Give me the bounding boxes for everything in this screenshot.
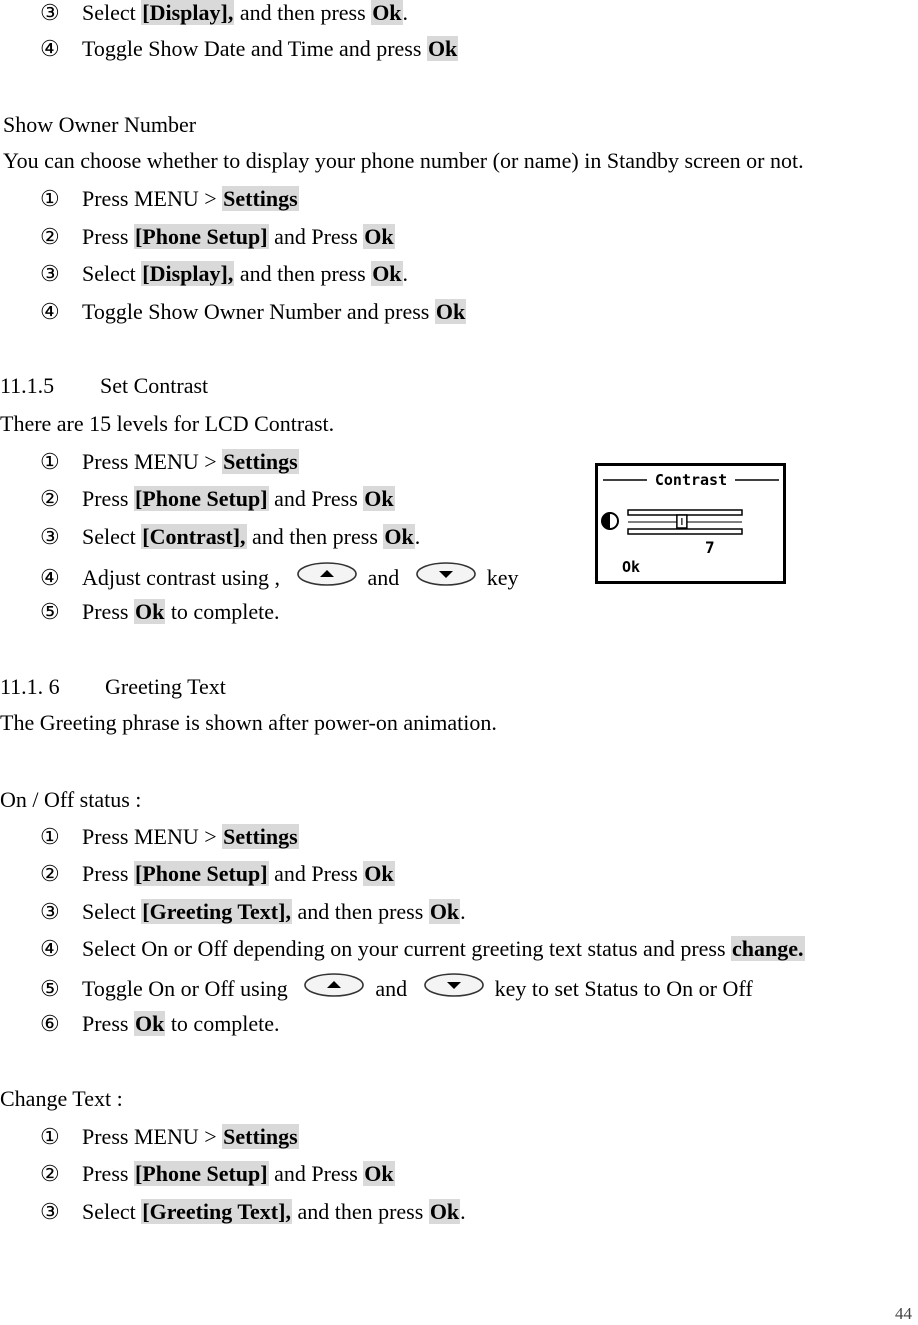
step-line: ① Press MENU > Settings xyxy=(40,824,298,849)
step-line: ⑤ Toggle On or Off using and key to set Status to On or Off xyxy=(40,976,753,1004)
screen-title: Contrast xyxy=(654,471,728,489)
step-line: ① Press MENU > Settings xyxy=(40,1124,298,1149)
step-line: ④ Adjust contrast using , and key xyxy=(40,565,519,593)
step-line: ③ Select [Greeting Text], and then press Ok. xyxy=(40,899,466,924)
subsection-label: On / Off status : xyxy=(0,787,142,812)
step-line: ③ Select [Display], and then press Ok. xyxy=(40,261,409,286)
section-description: The Greeting phrase is shown after power-on animation. xyxy=(0,710,497,735)
step-line: ⑥ Press Ok to complete. xyxy=(40,1011,280,1036)
up-arrow-key-icon xyxy=(303,972,365,1004)
section-heading: 11.1. 6 Greeting Text xyxy=(0,674,226,699)
step-line: ③ Select [Greeting Text], and then press Ok. xyxy=(40,1199,466,1224)
contrast-lcd-screen xyxy=(595,463,786,584)
step-line: ① Press MENU > Settings xyxy=(40,449,298,474)
section-title: Show Owner Number xyxy=(3,112,197,137)
page-number: 44 xyxy=(895,1304,912,1323)
step-line: ③ Select [Contrast], and then press Ok. xyxy=(40,524,421,549)
section-description: There are 15 levels for LCD Contrast. xyxy=(0,411,335,436)
step-line: ⑤ Press Ok to complete. xyxy=(40,599,280,624)
softkey-ok: Ok xyxy=(622,558,641,576)
step-line: ③ Select [Display], and then press Ok. xyxy=(40,0,409,25)
contrast-half-moon-icon xyxy=(602,513,618,529)
step-line: ② Press [Phone Setup] and Press Ok xyxy=(40,861,394,886)
contrast-value: 7 xyxy=(705,538,715,557)
step-line: ② Press [Phone Setup] and Press Ok xyxy=(40,1161,394,1186)
subsection-label: Change Text : xyxy=(0,1086,123,1111)
down-arrow-key-icon xyxy=(415,561,477,593)
section-description: You can choose whether to display your phone number (or name) in Standby screen or not. xyxy=(3,148,804,173)
down-arrow-key-icon xyxy=(423,972,485,1004)
step-line: ② Press [Phone Setup] and Press Ok xyxy=(40,224,394,249)
step-line: ① Press MENU > Settings xyxy=(40,186,298,211)
step-line: ④ Select On or Off depending on your current greeting text status and press change. xyxy=(40,936,804,961)
section-heading: 11.1.5 Set Contrast xyxy=(0,373,209,398)
step-line: ④ Toggle Show Owner Number and press Ok xyxy=(40,299,466,324)
up-arrow-key-icon xyxy=(296,561,358,593)
step-line: ④ Toggle Show Date and Time and press Ok xyxy=(40,36,458,61)
step-line: ② Press [Phone Setup] and Press Ok xyxy=(40,486,394,511)
